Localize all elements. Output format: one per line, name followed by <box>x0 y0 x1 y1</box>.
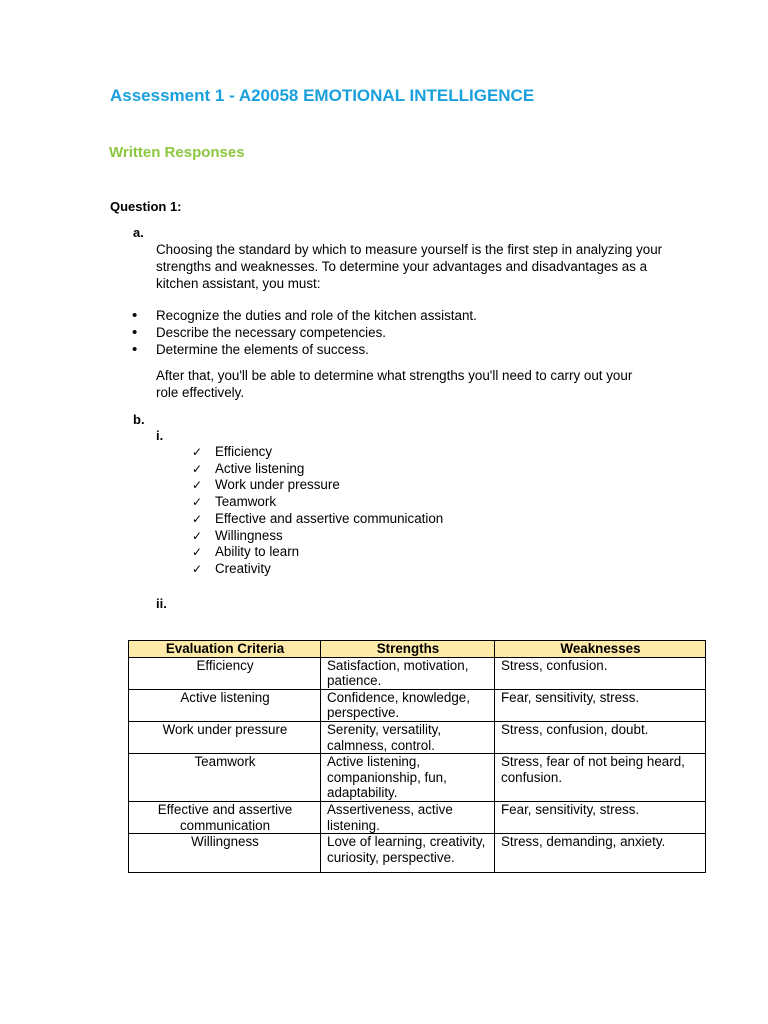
table-cell: Stress, fear of not being heard, confusion. <box>495 754 706 802</box>
list-item: ✓ Work under pressure <box>192 477 340 493</box>
part-a-marker: a. <box>133 225 144 240</box>
table-cell: Love of learning, creativity, curiosity, perspective. <box>321 834 495 873</box>
table-cell: Serenity, versatility, calmness, control. <box>321 721 495 753</box>
table-cell: Assertiveness, active listening. <box>321 801 495 833</box>
table-cell: Stress, confusion. <box>495 657 706 689</box>
column-header: Evaluation Criteria <box>129 641 321 658</box>
checklist <box>192 444 443 578</box>
table-cell: Teamwork <box>129 754 321 802</box>
table-cell: Confidence, knowledge, perspective. <box>321 689 495 721</box>
table-cell: Work under pressure <box>129 721 321 753</box>
check-icon: ✓ <box>192 545 203 560</box>
list-item: ✓ Effective and assertive communication <box>192 510 444 526</box>
table-row <box>129 689 706 721</box>
section-heading: Written Responses <box>109 144 245 161</box>
table-cell: Willingness <box>129 834 321 873</box>
list-item: ✓ Efficiency <box>192 444 273 459</box>
part-b-marker: b. <box>133 412 145 427</box>
table-row <box>129 657 706 689</box>
check-icon: ✓ <box>192 561 203 576</box>
table-row <box>129 834 706 873</box>
check-icon: ✓ <box>192 511 203 526</box>
list-item: ✓ Ability to learn <box>192 544 300 560</box>
list-item: ✓ Creativity <box>192 560 271 576</box>
table-cell: Active listening, companionship, fun, adaptability. <box>321 754 495 802</box>
bullet-list <box>132 307 477 358</box>
list-item: • Describe the necessary competencies. <box>132 324 477 341</box>
list-item: • Recognize the duties and role of the kitchen assistant. <box>132 307 477 324</box>
part-a-conclusion: After that, you'll be able to determine what strengths you'll need to carry out your role effectively. <box>156 368 633 400</box>
check-icon: ✓ <box>192 445 203 459</box>
check-icon: ✓ <box>192 461 203 476</box>
list-item: • Determine the elements of success. <box>132 341 477 358</box>
part-a-intro: Choosing the standard by which to measure yourself is the first step in analyzing your strengths and weaknesses. To determine your advantages and disadvantages as a kitchen assistant, you must: <box>156 242 663 291</box>
table-cell: Fear, sensitivity, stress. <box>495 689 706 721</box>
table-cell: Satisfaction, motivation, patience. <box>321 657 495 689</box>
column-header: Strengths <box>321 641 495 658</box>
list-item: ✓ Active listening <box>192 460 305 476</box>
table-cell: Fear, sensitivity, stress. <box>495 801 706 833</box>
question-label: Question 1: <box>110 199 182 214</box>
evaluation-table <box>128 640 706 873</box>
table-row <box>129 754 706 802</box>
list-item: ✓ Teamwork <box>192 494 277 510</box>
check-icon: ✓ <box>192 495 203 510</box>
table-cell: Stress, demanding, anxiety. <box>495 834 706 873</box>
table-cell: Efficiency <box>129 657 321 689</box>
document-title: Assessment 1 - A20058 EMOTIONAL INTELLIGENCE <box>110 86 535 105</box>
table-cell: Effective and assertive communication <box>129 801 321 833</box>
list-item: ✓ Willingness <box>192 527 283 543</box>
column-header: Weaknesses <box>495 641 706 658</box>
table-header-row <box>129 641 706 658</box>
table-cell: Active listening <box>129 689 321 721</box>
table-cell: Stress, confusion, doubt. <box>495 721 706 753</box>
table-row <box>129 721 706 753</box>
part-b-ii-marker: ii. <box>156 596 167 611</box>
part-b-i-marker: i. <box>156 428 164 443</box>
check-icon: ✓ <box>192 528 203 543</box>
check-icon: ✓ <box>192 478 203 493</box>
table-row <box>129 801 706 833</box>
